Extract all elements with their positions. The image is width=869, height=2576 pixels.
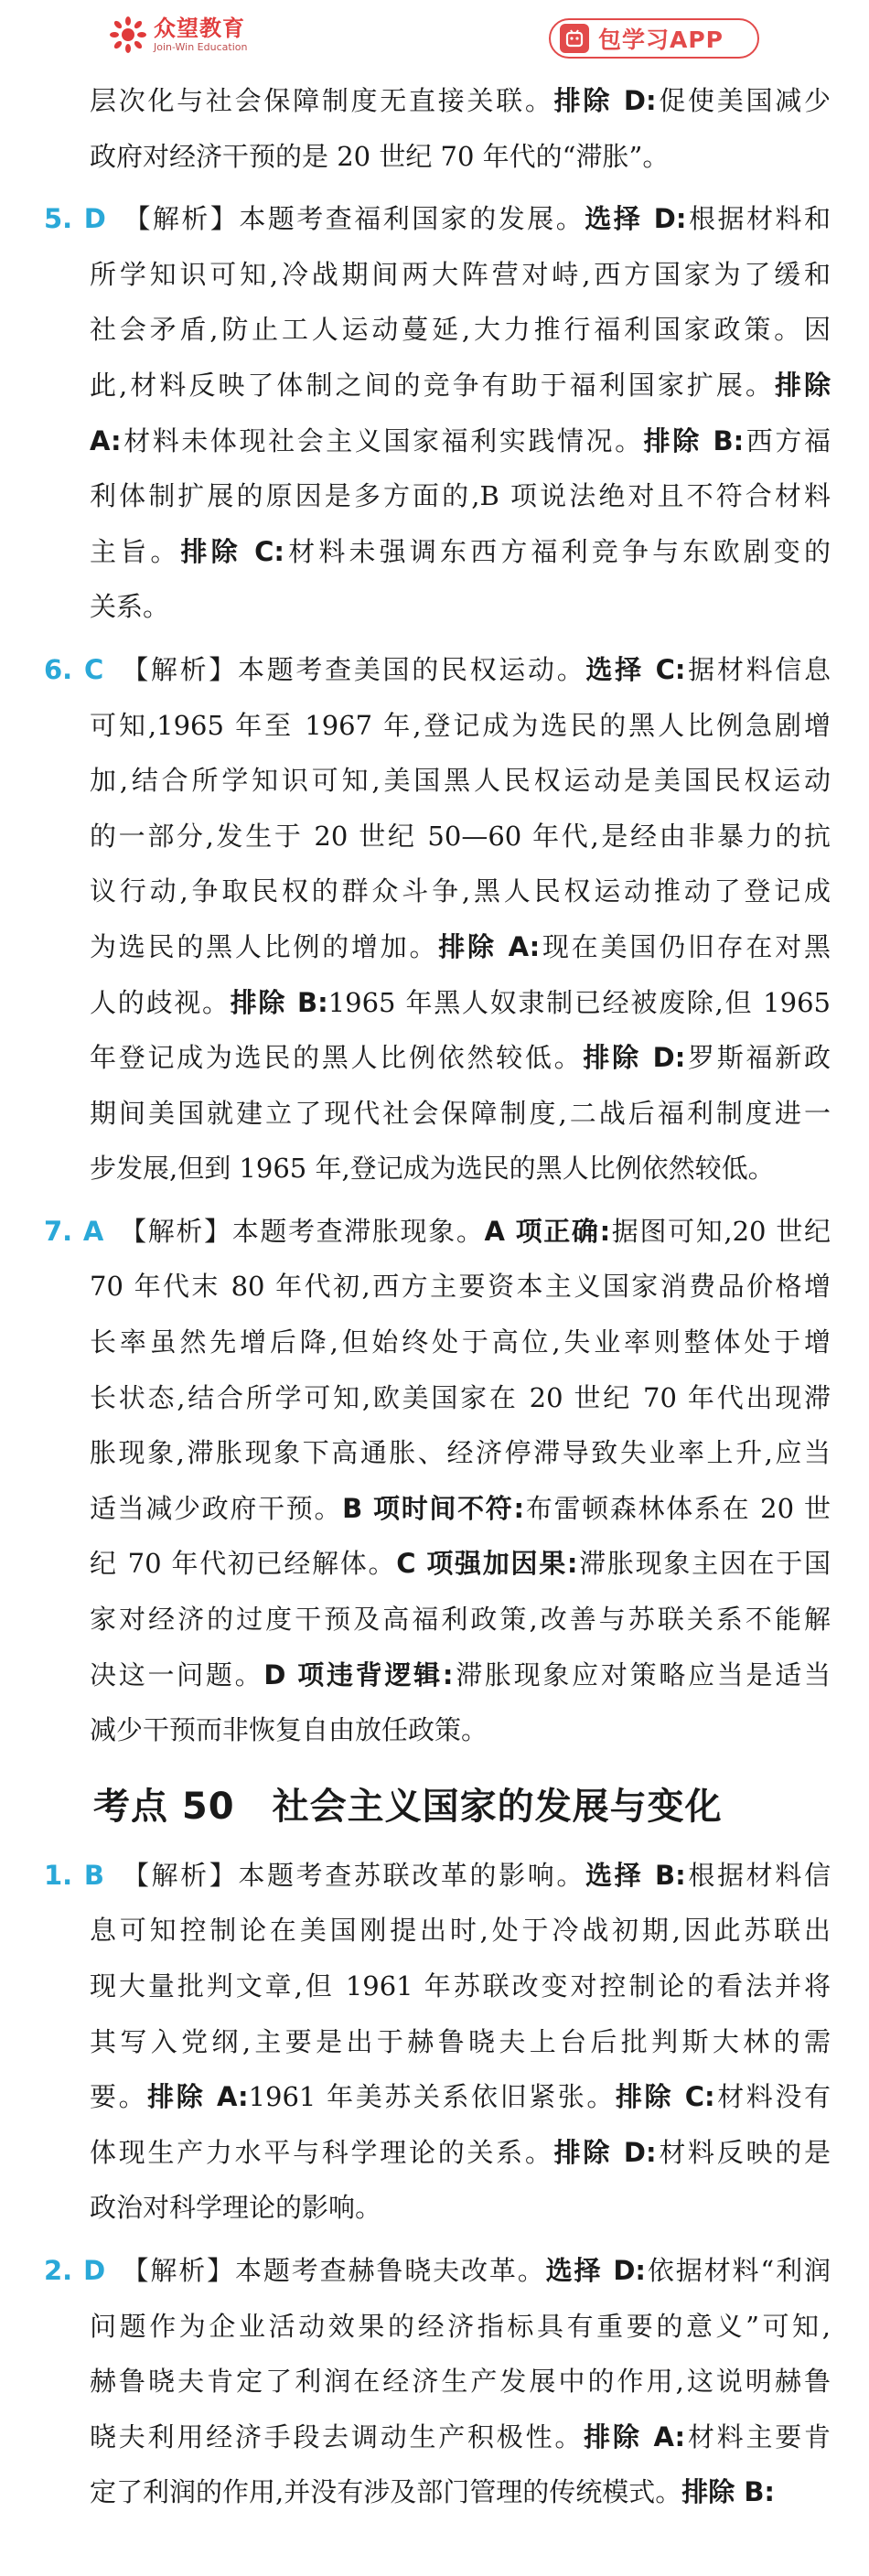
text-run: 适当减少政府干预。 [90, 1492, 343, 1524]
text-line [44, 1204, 831, 1260]
text-run: 长状态,结合所学可知,欧美国家在 20 世纪 70 年代出现滞 [90, 1381, 831, 1413]
text-line [44, 302, 831, 358]
text-line [44, 2014, 831, 2070]
text-run: 1961 年美苏关系依旧紧张。 [248, 2081, 616, 2113]
text-run: 材料主要肯 [685, 2420, 831, 2453]
text-run: 【解析】本题考查美国的民权运动。 [134, 653, 586, 685]
brand-mark-icon [110, 16, 146, 53]
text-line [44, 468, 831, 524]
keyword: 排除 B: [643, 424, 745, 456]
text-run: 根据材料信 [685, 1859, 831, 1891]
keyword: 排除 A: [584, 2420, 686, 2453]
app-label: 包学习APP [598, 27, 724, 53]
text-line [44, 698, 831, 754]
keyword: 排除 D: [553, 85, 657, 116]
text-line [44, 358, 831, 413]
text-run: 纪 70 年代初已经解体。 [90, 1548, 397, 1580]
text-run: 定了利润的作用,并没有涉及部门管理的传统模式。 [90, 2476, 682, 2508]
brand-logo [110, 16, 247, 53]
text-run: 利体制扩展的原因是多方面的,B 项说法绝对且不符合材料 [90, 480, 831, 512]
text-run: 步发展,但到 1965 年,登记成为选民的黑人比例依然较低。 [90, 1153, 775, 1185]
text-run: 期间美国就建立了现代社会保障制度,二战后福利制度进一 [90, 1097, 831, 1129]
text-run: 据图可知,20 世纪 [610, 1215, 831, 1247]
text-run: 【解析】本题考查滞胀现象。 [133, 1215, 485, 1247]
keyword: 选择 D: [585, 203, 687, 235]
text-run: 加,结合所学知识可知,美国黑人民权运动是美国民权运动 [90, 765, 831, 797]
answer-item [44, 1204, 831, 1758]
text-run: 减少干预而非恢复自由放任政策。 [90, 1714, 488, 1746]
text-line [44, 919, 831, 975]
text-line [44, 1481, 831, 1537]
text-line [44, 1702, 831, 1758]
keyword: D 项违背逻辑: [263, 1658, 454, 1690]
text-run: 长率虽然先增后降,但始终处于高位,失业率则整体处于增 [90, 1326, 831, 1358]
text-line [44, 975, 831, 1031]
text-run: 材料未体现社会主义国家福利实践情况。 [121, 424, 644, 456]
text-line [44, 642, 831, 698]
text-line [44, 1592, 831, 1648]
keyword: 排除 [774, 369, 831, 401]
text-run: 材料未强调东西方福利竞争与东欧剧变的 [284, 535, 831, 567]
text-line [44, 1259, 831, 1315]
text-run: 胀现象,滞胀现象下高通胀、经济停滞导致失业率上升,应当 [90, 1437, 831, 1469]
text-run: 【解析】本题考查赫鲁晓夫改革。 [135, 2254, 546, 2286]
keyword: 排除 D: [553, 2136, 657, 2168]
keyword: 排除 B: [681, 2476, 776, 2508]
text-run: 【解析】本题考查福利国家的发展。 [136, 203, 585, 235]
answer-content [44, 73, 831, 2528]
text-run: 政府对经济干预的是 20 世纪 70 年代的“滞胀”。 [90, 140, 670, 172]
text-line [44, 1425, 831, 1481]
answer-item [44, 642, 831, 1197]
answer-number: 5. D [44, 203, 137, 235]
text-run: 问题作为企业活动效果的经济指标具有重要的意义”可知, [90, 2310, 831, 2342]
text-run: 的一部分,发生于 20 世纪 50—60 年代,是经由非暴力的抗 [90, 820, 831, 852]
brand-name-en: Join-Win Education [154, 41, 248, 53]
app-badge [549, 18, 759, 59]
text-run: 依据材料“利润 [646, 2254, 831, 2286]
text-run: 社会矛盾,防止工人运动蔓延,大力推行福利国家政策。因 [90, 314, 831, 346]
text-run: 根据材料和 [686, 203, 831, 235]
text-line [44, 129, 831, 185]
text-line [44, 247, 831, 303]
text-run: 材料没有 [714, 2081, 831, 2113]
text-run: 罗斯福新政 [685, 1042, 831, 1074]
text-run: 据材料信息 [685, 653, 831, 685]
text-line [44, 2180, 831, 2236]
page-header [0, 0, 869, 73]
text-line [44, 1030, 831, 1086]
text-line [44, 1959, 831, 2014]
text-line [44, 2243, 831, 2299]
text-run: 要。 [90, 2081, 148, 2113]
text-run: 布雷顿森林体系在 20 世 [524, 1492, 831, 1524]
answer-number: 1. B [44, 1859, 136, 1891]
text-line [44, 1848, 831, 1904]
keyword: 排除 B: [230, 986, 328, 1018]
text-run: 主旨。 [90, 535, 181, 567]
text-run: 1965 年黑人奴隶制已经被废除,但 1965 [327, 986, 831, 1018]
text-run: 年登记成为选民的黑人比例依然较低。 [90, 1042, 584, 1074]
text-run: 此,材料反映了体制之间的竞争有助于福利国家扩展。 [90, 369, 775, 401]
text-run: 议行动,争取民权的群众斗争,黑人民权运动推动了登记成 [90, 875, 831, 907]
text-line [44, 413, 831, 469]
keyword: 排除 A: [438, 930, 541, 962]
text-line [44, 2410, 831, 2465]
text-run: 现在美国仍旧存在对黑 [540, 930, 831, 962]
text-run: 【解析】本题考查苏联改革的影响。 [135, 1859, 586, 1891]
text-run: 现大量批判文章,但 1961 年苏联改变对控制论的看法并将 [90, 1970, 831, 2002]
answer-item [44, 2243, 831, 2520]
answer-number: 7. A [44, 1215, 134, 1247]
text-run: 材料反映的是 [656, 2136, 831, 2168]
keyword: 选择 B: [585, 1859, 686, 1891]
text-run: 人的歧视。 [90, 986, 231, 1018]
text-line [44, 864, 831, 919]
answer-number: 2. D [44, 2254, 135, 2286]
text-line [44, 1370, 831, 1426]
text-run: 家对经济的过度干预及高福利政策,改善与苏联关系不能解 [90, 1604, 831, 1636]
text-line [44, 579, 831, 635]
keyword: 排除 D: [583, 1042, 686, 1074]
text-line [44, 1903, 831, 1959]
text-run: 西方福 [744, 424, 831, 456]
text-run: 赫鲁晓夫肯定了利润在经济生产发展中的作用,这说明赫鲁 [90, 2366, 831, 2398]
text-run: 关系。 [90, 591, 170, 623]
keyword: 排除 C: [180, 535, 284, 567]
text-line [44, 1141, 831, 1197]
answer-item [44, 191, 831, 635]
text-run: 决这一问题。 [90, 1658, 264, 1690]
section-title: 考点 50 社会主义国家的发展与变化 [93, 1785, 723, 1828]
text-line [44, 809, 831, 864]
text-run: 滞胀现象应对策略应当是适当 [453, 1658, 831, 1690]
text-line [44, 2299, 831, 2355]
text-run: 晓夫利用经济手段去调动生产积极性。 [90, 2420, 585, 2453]
app-icon [560, 24, 589, 53]
text-run: 促使美国减少 [656, 85, 831, 116]
keyword: B 项时间不符: [342, 1492, 525, 1524]
text-line [44, 2354, 831, 2410]
text-run: 政治对科学理论的影响。 [90, 2192, 382, 2224]
text-line [44, 753, 831, 809]
text-line [44, 2464, 831, 2520]
text-line [44, 524, 831, 580]
text-line [44, 1315, 831, 1370]
keyword: A: [90, 424, 122, 456]
answer-number: 6. C [44, 653, 135, 685]
keyword: 选择 D: [545, 2254, 647, 2286]
text-run: 层次化与社会保障制度无直接关联。 [90, 85, 554, 116]
continued-text [44, 73, 831, 184]
keyword: 排除 C: [615, 2081, 715, 2113]
text-run: 息可知控制论在美国刚提出时,处于冷战初期,因此苏联出 [90, 1915, 831, 1947]
keyword: A 项正确: [484, 1215, 611, 1247]
answer-item [44, 1848, 831, 2236]
text-line [44, 1086, 831, 1142]
text-line [44, 73, 831, 129]
brand-name-cn: 众望教育 [154, 16, 245, 41]
text-run: 体现生产力水平与科学理论的关系。 [90, 2136, 554, 2168]
text-run: 其写入党纲,主要是出于赫鲁晓夫上台后批判斯大林的需 [90, 2025, 831, 2057]
text-line [44, 2069, 831, 2125]
text-run: 可知,1965 年至 1967 年,登记成为选民的黑人比例急剧增 [90, 709, 831, 741]
text-line [44, 2125, 831, 2181]
keyword: C 项强加因果: [396, 1548, 578, 1580]
keyword: 排除 A: [147, 2081, 249, 2113]
text-run: 所学知识可知,冷战期间两大阵营对峙,西方国家为了缓和 [90, 258, 831, 290]
text-run: 70 年代末 80 年代初,西方主要资本主义国家消费品价格增 [90, 1271, 831, 1303]
text-line [44, 191, 831, 247]
text-run: 为选民的黑人比例的增加。 [90, 930, 439, 962]
text-line [44, 1536, 831, 1592]
keyword: 选择 C: [585, 653, 686, 685]
text-run: 滞胀现象主因在于国 [577, 1548, 831, 1580]
text-line [44, 1648, 831, 1703]
